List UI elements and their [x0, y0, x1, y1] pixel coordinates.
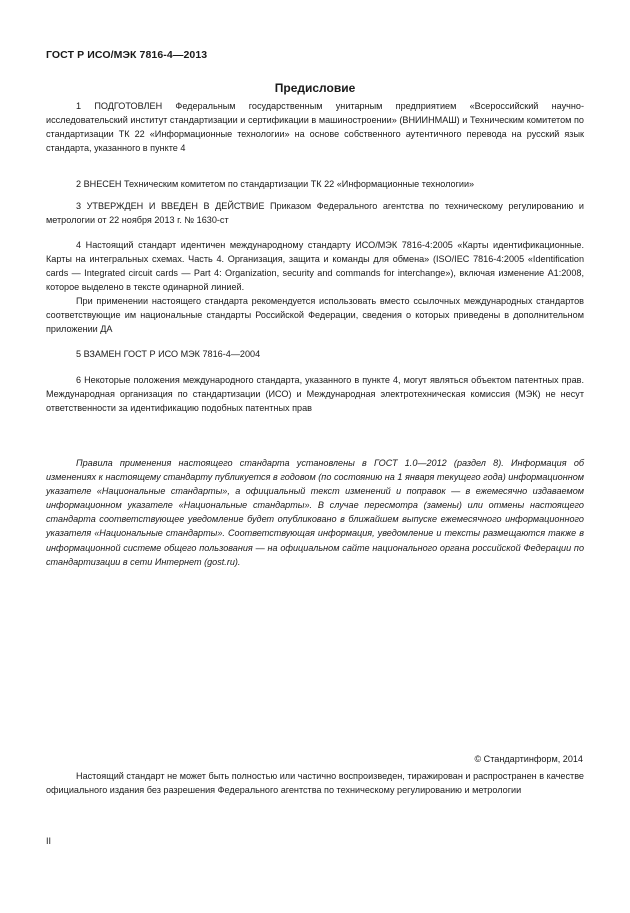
paragraph-4-identical: 4 Настоящий стандарт идентичен международному стандарту ИСО/МЭК 7816-4:2005 «Карты идентификационные. Карты на интегральных схемах. Часть 4. Организация, защита и команды для обмена» (ISO/IEC 7816-4:2005 «Identification cards — Integrated circuit cards — Part 4: Organization, security and commands for interchange»), включая изменение А1:2008, которое выделено в тексте одинарной линией.: [46, 240, 584, 293]
paragraph-3-approved: 3 УТВЕРЖДЕН И ВВЕДЕН В ДЕЙСТВИЕ Приказом Федерального агентства по техническому регулированию и метрологии от 22 ноября 2013 г. № 1630-ст: [46, 201, 584, 226]
application-rules-notice: Правила применения настоящего стандарта установлены в ГОСТ 1.0—2012 (раздел 8). Информация об изменениях к настоящему стандарту публикуется в годовом (по состоянию на 1 января текущего года) информационном указателе «Национальные стандарты», а официальный текст изменений и поправок — в ежемесячно издаваемом информационном указателе «Национальные стандарты». В случае пересмотра (замены) или отмены настоящего стандарта соответствующее уведомление будет опубликовано в ближайшем выпуске ежемесячного информационного указателя «Национальные стандарты». Соответствующая информация, уведомление и тексты размещаются также в информационной системе общего пользования — на официальном сайте национального органа российской Федерации по стандартизации в сети Интернет (gost.ru).: [46, 458, 584, 567]
standard-code-header: ГОСТ Р ИСО/МЭК 7816-4—2013: [46, 49, 208, 61]
page-number: II: [46, 836, 52, 846]
reproduction-notice: Настоящий стандарт не может быть полностью или частично воспроизведен, тиражирован и распространен в качестве официального издания без разрешения Федерального агентства по техническому регулированию и метрологии: [46, 771, 584, 796]
paragraph-1-prepared: 1 ПОДГОТОВЛЕН Федеральным государственным унитарным предприятием «Всероссийский научно-исследовательский институт стандартизации и сертификации в машиностроении» (ВНИИНМАШ) и Техническим комитетом по стандартизации ТК 22 «Информационные технологии» на основе собственного аутентичного перевода на русский язык стандарта, указанного в пункте 4: [46, 101, 584, 154]
paragraph-4-national-references: При применении настоящего стандарта рекомендуется использовать вместо ссылочных международных стандартов соответствующие им национальные стандарты Российской Федерации, сведения о которых приведены в дополнительном приложении ДА: [46, 296, 584, 335]
paragraph-2-submitted: 2 ВНЕСЕН Техническим комитетом по стандартизации ТК 22 «Информационные технологии»: [76, 179, 475, 189]
copyright-notice: © Стандартинформ, 2014: [474, 754, 583, 764]
page-title: Предисловие: [274, 81, 356, 95]
paragraph-6-patents: 6 Некоторые положения международного стандарта, указанного в пункте 4, могут являться объектом патентных прав. Международная организация по стандартизации (ИСО) и Международная электротехническая комиссия (МЭК) не несут ответственности за идентификацию подобных патентных прав: [46, 375, 584, 414]
paragraph-5-replaces: 5 ВЗАМЕН ГОСТ Р ИСО МЭК 7816-4—2004: [76, 349, 261, 359]
